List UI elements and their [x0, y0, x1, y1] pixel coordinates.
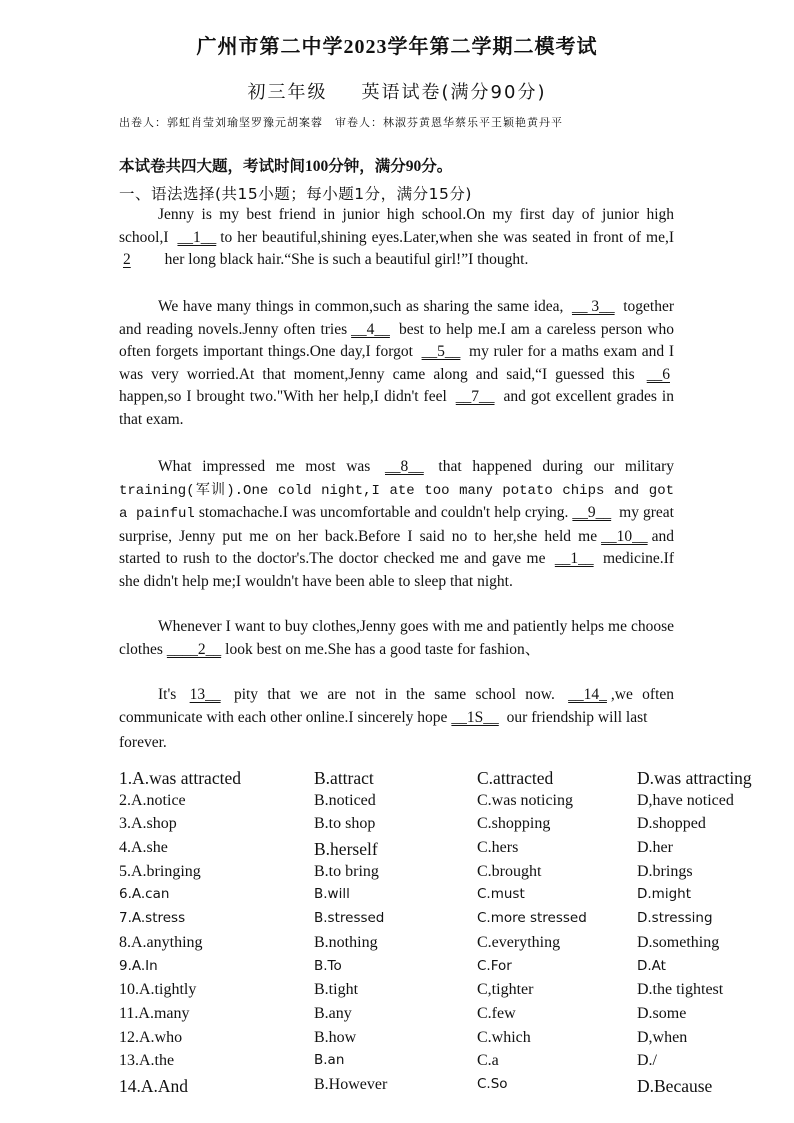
option-a: 3.A.shop — [119, 815, 177, 833]
option-d: D.brings — [637, 862, 693, 880]
option-b: B.However — [314, 1075, 388, 1093]
option-d: D,have noticed — [637, 791, 734, 809]
option-a: 5.A.bringing — [119, 862, 201, 880]
option-row — [119, 839, 779, 863]
option-row — [119, 1052, 779, 1076]
grade-label: 初三年级 — [247, 82, 328, 103]
option-b: B.nothing — [314, 933, 378, 951]
subject-label: 英语试卷(满分90分) — [361, 82, 547, 103]
option-a: 14.A.And — [119, 1075, 189, 1096]
passage-paragraph-3: What impressed me most was __8__ that happened during our military training(军训).One cold night,I ate too many potato chips and got a painful stomachache.I was uncomfortable and couldn't help crying. __9__ my great surprise, Jenny put me on her back.Before I said no to her,she held me __10__ and started to rush to the doctor's.The doctor checked me and gave me __1__ medicine.If she didn't help me;I wouldn't have been able to sleep that night. — [119, 458, 674, 590]
answer-options — [119, 768, 779, 1100]
setters: 出卷人：郭虹肖莹刘瑜坚罗豫元胡案蓉 — [119, 116, 323, 129]
option-row — [119, 958, 779, 982]
option-row — [119, 792, 779, 816]
option-b: B.To — [314, 957, 342, 974]
option-a: 6.A.can — [119, 886, 170, 903]
option-row — [119, 981, 779, 1005]
option-c: C.few — [477, 1004, 516, 1022]
blank-7: __7__ — [455, 388, 495, 405]
option-b: B.how — [314, 1028, 357, 1046]
option-c: C.attracted — [477, 768, 554, 788]
option-d: D.At — [637, 957, 666, 974]
option-d: D.Because — [637, 1075, 713, 1096]
option-b: B.will — [314, 886, 350, 903]
option-row — [119, 934, 779, 958]
exam-title: 广州市第二中学2023学年第二学期二模考试 — [196, 36, 598, 58]
option-a: 12.A.who — [119, 1028, 183, 1046]
blank-2: 2 — [123, 251, 131, 268]
option-row — [119, 886, 779, 910]
option-a: 2.A.notice — [119, 791, 186, 809]
option-a: 10.A.tightly — [119, 981, 197, 999]
option-c: C.a — [477, 1052, 499, 1070]
exam-subtitle — [0, 78, 794, 104]
option-b: B.noticed — [314, 791, 376, 809]
option-row — [119, 910, 779, 934]
blank-14: __14_ — [568, 686, 607, 703]
option-d: D.her — [637, 839, 673, 857]
blank-5: __5__ — [421, 343, 461, 360]
option-b: B.to bring — [314, 862, 379, 880]
option-c: C.more stressed — [477, 910, 587, 927]
option-b: B.any — [314, 1004, 352, 1022]
option-row — [119, 1029, 779, 1053]
option-row — [119, 1076, 779, 1100]
blank-4: __4__ — [351, 320, 390, 338]
option-c: C.must — [477, 886, 525, 903]
blank-15: __1S__ — [451, 708, 499, 726]
option-row — [119, 1005, 779, 1029]
option-d: D.the tightest — [637, 981, 724, 999]
exam-instructions: 本试卷共四大题，考试时间100分钟，满分90分。 — [119, 158, 453, 175]
blank-12: ____2__ — [166, 640, 222, 658]
option-c: C.was noticing — [477, 791, 573, 809]
section-title: 一、语法选择(共15小题；每小题1分，满分15分) — [119, 185, 472, 203]
option-a: 4.A.she — [119, 839, 168, 857]
option-d: D,when — [637, 1028, 688, 1046]
option-a: 11.A.many — [119, 1004, 190, 1022]
blank-11: __1__ — [554, 550, 594, 567]
option-c: C.hers — [477, 839, 519, 857]
blank-8: __8__ — [385, 458, 424, 475]
option-a: 13.A.the — [119, 1052, 175, 1070]
option-b: B.stressed — [314, 910, 385, 927]
option-b: B.tight — [314, 981, 359, 999]
blank-9: __9__ — [572, 504, 612, 521]
passage-paragraph-5: It's 13__ pity that we are not in the same school now. __14_ ,we often communicate with each other online.I sincerely hope __1S__ our friendship will last forever. — [119, 686, 675, 751]
passage-paragraph-4: Whenever I want to buy clothes,Jenny goes with me and patiently helps me choose clothes ____2__ look best on me.She has a good taste for fashion、 — [119, 616, 674, 661]
option-b: B.attract — [314, 768, 374, 788]
option-c: C.For — [477, 957, 512, 974]
option-a: 9.A.In — [119, 957, 158, 974]
passage-paragraph-1: Jenny is my best friend in junior high school.On my first day of junior high school,I __1__ to her beautiful,shining eyes.Later,when she was seated in front of me,I 2 her long black hair.“She is such a beautiful girl!”I thought. — [119, 204, 674, 272]
option-row — [119, 863, 779, 887]
passage-paragraph-2: We have many things in common,such as sharing the same idea, __ 3__ together and reading novels.Jenny often tries __4__ best to help me.I am a careless person who often forgets important things.One day,I forgot __5__ my ruler for a maths exam and I was very worried.At that moment,Jenny came along and said,“I guessed this __6 happen,so I brought two."With her help,I didn't feel __7__ and got excellent grades in that exam. — [119, 298, 675, 428]
option-b: B.herself — [314, 839, 378, 860]
blank-10: __10__ — [601, 527, 648, 545]
option-a: 7.A.stress — [119, 910, 186, 927]
blank-1: __1__ — [177, 228, 217, 246]
blank-13: 13__ — [189, 686, 221, 703]
option-a: 1.A.was attracted — [119, 768, 241, 788]
authors-line — [119, 116, 679, 130]
option-c: C.which — [477, 1028, 531, 1046]
option-d: D.stressing — [637, 910, 713, 927]
option-row — [119, 815, 779, 839]
option-b: B.an — [314, 1052, 345, 1069]
option-d: D.some — [637, 1004, 687, 1022]
option-row — [119, 768, 779, 792]
option-d: D.might — [637, 886, 692, 903]
option-c: C.brought — [477, 862, 542, 880]
blank-3: __ 3__ — [571, 298, 615, 315]
option-d: D./ — [637, 1052, 657, 1070]
option-a: 8.A.anything — [119, 933, 203, 951]
option-d: D.shopped — [637, 815, 706, 833]
option-d: D.something — [637, 933, 720, 951]
option-c: C.everything — [477, 933, 561, 951]
option-b: B.to shop — [314, 815, 376, 833]
option-d: D.was attracting — [637, 768, 752, 788]
option-c: C,tighter — [477, 981, 534, 999]
reviewers: 审卷人：林淑芬黄恩华蔡乐平王颖艳黄丹平 — [335, 116, 563, 129]
option-c: C.So — [477, 1075, 508, 1092]
option-c: C.shopping — [477, 815, 551, 833]
blank-6: __6 — [646, 365, 670, 383]
